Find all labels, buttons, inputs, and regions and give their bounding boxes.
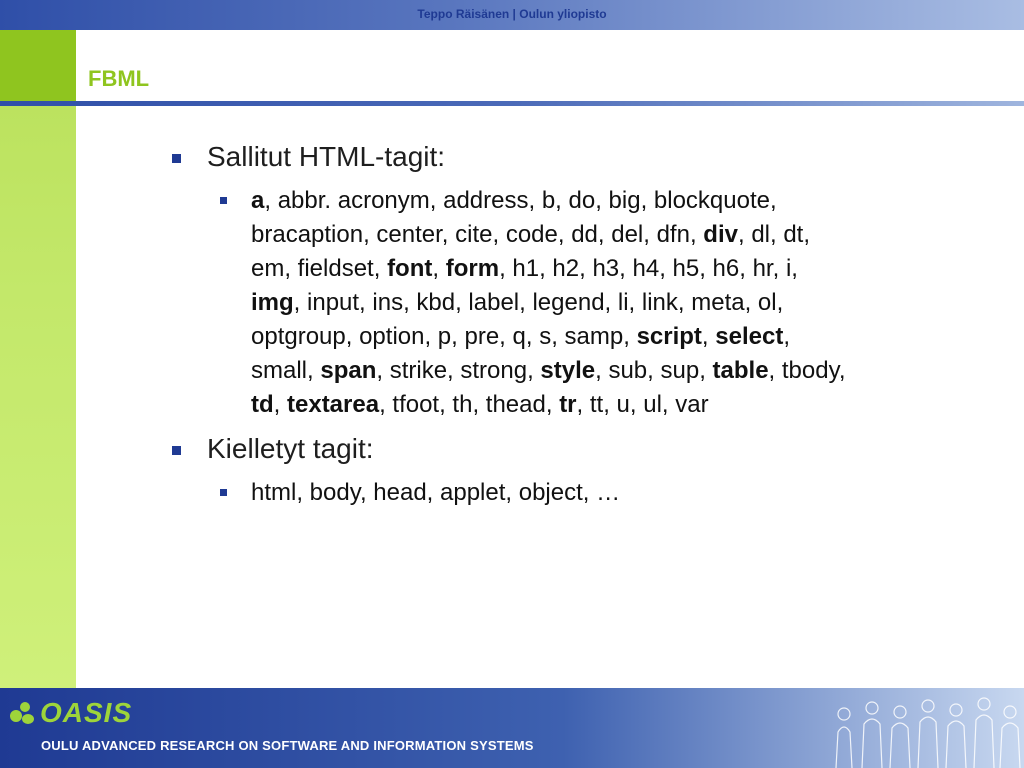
bold-tag-name: font: [387, 255, 433, 282]
tag-list-text: , h1, h2, h3, h4, h5, h6, hr, i,: [499, 255, 798, 282]
tag-list-text: , input, ins, kbd, label, legend, li, link, meta, ol, optgroup, option, p, pre, q, s, samp,: [251, 289, 784, 350]
tag-list-text: , tfoot, th, thead,: [379, 391, 560, 418]
square-bullet-icon: [220, 197, 227, 204]
bold-tag-name: style: [540, 357, 596, 384]
tag-list-text: , small,: [251, 323, 790, 384]
oasis-logo: [8, 698, 132, 728]
bold-tag-name: span: [320, 357, 377, 384]
logo-text: OASIS: [40, 697, 133, 728]
header-band: [0, 0, 1024, 30]
bold-tag-name: form: [445, 255, 500, 282]
tag-list-text: , strike, strong,: [376, 357, 541, 384]
sub-bullet-text: [251, 479, 620, 506]
bold-tag-name: img: [251, 289, 294, 316]
square-bullet-icon: [172, 446, 181, 455]
bold-tag-name: script: [636, 323, 702, 350]
tag-list-text: , tt, u, ul, var: [576, 391, 709, 418]
bullet-text: Kielletyt tagit:: [207, 433, 374, 464]
bullet-text: Sallitut HTML-tagit:: [207, 141, 446, 172]
tag-list-text: ,: [273, 391, 287, 418]
logo-mark-icon: [8, 700, 36, 726]
left-accent-strip: [0, 30, 76, 688]
people-silhouette-icon: [824, 692, 1024, 768]
slide-title: FBML: [88, 66, 150, 91]
tag-list-text: , sub, sup,: [595, 357, 713, 384]
title-accent-block: [0, 30, 76, 102]
sub-bullet-allowed-list: [160, 184, 851, 422]
tag-list-text: ,: [432, 255, 446, 282]
sub-bullet-forbidden-list: [160, 476, 851, 510]
title-divider: [0, 101, 1024, 106]
tag-list-text: , dl, dt, em, fieldset,: [251, 221, 811, 282]
footer-tagline: OULU ADVANCED RESEARCH ON SOFTWARE AND INFORMATION SYSTEMS: [41, 738, 534, 753]
header-author: Teppo Räisänen | Oulun yliopisto: [417, 7, 607, 21]
tag-list-text: html, body, head, applet, object, …: [251, 479, 621, 506]
sub-bullet-text: [251, 187, 845, 418]
bold-tag-name: select: [715, 323, 784, 350]
bold-tag-name: table: [712, 357, 769, 384]
square-bullet-icon: [220, 489, 227, 496]
bold-tag-name: a: [251, 187, 265, 214]
bold-tag-name: tr: [559, 391, 577, 418]
bullet-allowed-tags: [160, 140, 940, 174]
bold-tag-name: td: [251, 391, 274, 418]
bullet-forbidden-tags: [160, 432, 940, 466]
tag-list-text: , tbody,: [768, 357, 846, 384]
tag-list-text: ,: [701, 323, 716, 350]
bold-tag-name: div: [703, 221, 738, 248]
slide-content: [160, 140, 940, 520]
square-bullet-icon: [172, 154, 181, 163]
bold-tag-name: textarea: [287, 391, 380, 418]
tag-list-text: , abbr. acronym, address, b, do, big, blockquote, bracaption, center, cite, code, dd, del, dfn,: [251, 187, 777, 248]
